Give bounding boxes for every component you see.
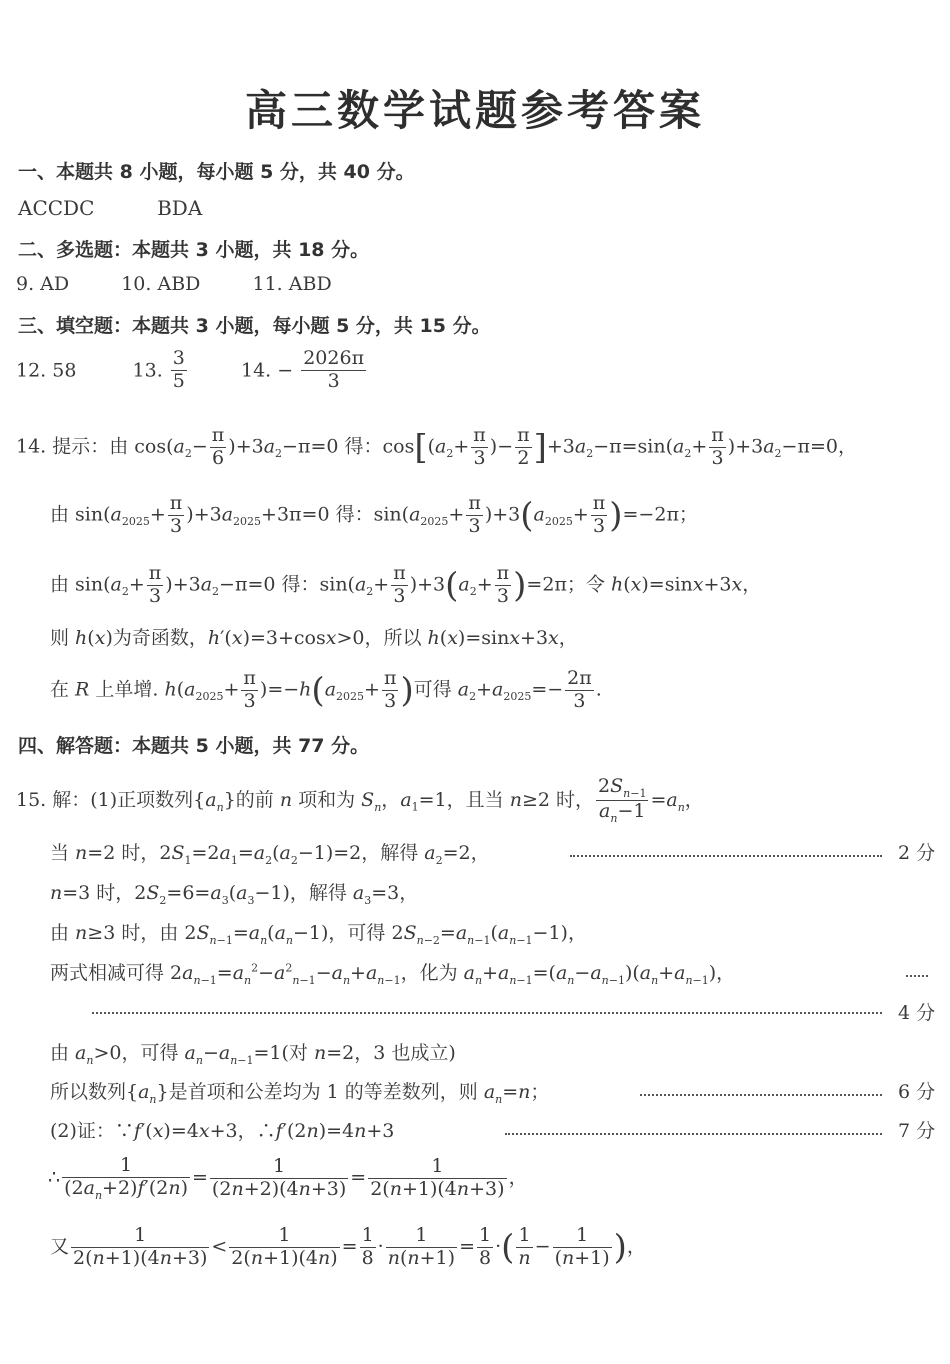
section-heading-1: 一、本题共 8 小题，每小题 5 分，共 40 分。 (18, 161, 415, 183)
q15-line-1: 15. 解：(1)正项数列$\{a_n\}$的前 n 项和为 $S_n$，$a_1=1$，且当 n≥2 时， $\frac{2S_{n-1}}{a_n-1}$ $=a_n$， (16, 775, 704, 826)
answer-9: 9. AD (16, 273, 70, 295)
hint-14-line-4: 则 h(x)为奇函数，h′(x)=3+cosx>0，所以 h(x)=sinx+3x， (50, 627, 578, 649)
dot-leader (906, 975, 928, 977)
q15-line-3: n=3 时，$2S_2=6=a_3(a_3-1)$，解得 $a_3=3$， (50, 882, 419, 907)
page-title: 高三数学试题参考答案 (244, 86, 705, 135)
mc-answers-group-2: BDA (157, 196, 203, 220)
q15-line-9: ∴ $\frac{1}{(2a_n+2)f'(2n)}$ = $\frac{1}{(2n+2)(4n+3)}$ = $\frac{1}{2(n+1)(4n+3)}$ ， (48, 1154, 528, 1202)
section-heading-4: 四、解答题：本题共 5 小题，共 77 分。 (18, 735, 370, 757)
answer-14-label: 14. (240, 359, 272, 382)
score-2: 2 分 (898, 842, 936, 864)
answer-13-label: 13. (132, 359, 163, 382)
score-6: 6 分 (898, 1081, 936, 1103)
section-heading-2: 二、多选题：本题共 3 小题，共 18 分。 (18, 239, 370, 261)
q15-line-5: 两式相减可得 $2a_{n-1}=a_n^2-a^2_{n-1}-a_n+a_{n-1}$，化为 $a_n+a_{n-1}=(a_n-a_{n-1})(a_n+a_{n-1})$， (50, 961, 736, 987)
dot-leader (640, 1094, 882, 1096)
q15-line-6: 由 $a_n>0$，可得 $a_n-a_{n-1}=1$(对 n=2，3 也成立) (50, 1042, 456, 1067)
q15-line-8: (2)证：∵f′(x)=4x+3，∴f′(2n)=4n+3 (50, 1120, 395, 1142)
score-4: 4 分 (898, 1002, 936, 1024)
q15-line-10: 又 $\frac{1}{2(n+1)(4n+3)}$ < $\frac{1}{2(n+1)(4n)}$ = $\frac{1}{8}$ · $\frac{1}{n(n+1)}$ = $\frac{1}{8}$ ·( $\frac{1}{n}$ − $\frac{1}{(n+1)}$ )， (50, 1224, 646, 1269)
multi-answers (16, 273, 332, 295)
q15-line-4: 由 n≥3 时，由 $2S_{n-1}=a_n(a_n-1)$，可得 $2S_{n-2}=a_{n-1}(a_{n-1}-1)$， (50, 922, 587, 947)
answer-12: 12. 58 (16, 359, 77, 382)
q15-line-7: 所以数列$\{a_n\}$是首项和公差均为 1 的等差数列，则 $a_n=n$； (50, 1081, 550, 1106)
dot-leader (505, 1133, 882, 1135)
hint-14-line-1: 14. 提示：由 $\cos(a_2-$ $\frac{\pi}{6}$ )$+3a_2-\pi=0$ 得：$\cos[(a_2+$ $\frac{\pi}{3}$ )− $\frac{\pi}{2}$ ]$+3a_2-\pi=\sin(a_2+$ $\frac{\pi}{3}$ )$+3a_2-\pi=0$， (16, 424, 857, 469)
answer-10: 10. ABD (121, 273, 201, 295)
hint-14-line-5: 在 R 上单增. $h(a_{2025}+$ $\frac{\pi}{3}$ )$=-h(a_{2025}+$ $\frac{\pi}{3}$ )可得 $a_2+a_{2025}=-$ $\frac{2\pi}{3}$ . (50, 667, 602, 712)
dot-leader (570, 855, 882, 857)
score-7: 7 分 (898, 1120, 936, 1142)
answer-13-fraction: $\frac{3}{5}$ (172, 347, 185, 392)
answer-14-fraction: $\frac{2026\pi}{3}$ (303, 347, 365, 392)
answer-14-sign: − (277, 359, 294, 382)
mc-answers (18, 196, 202, 220)
fill-answers (16, 348, 368, 393)
q15-line-2: 当 n=2 时，$2S_1=2a_1=a_2(a_2-1)=2$，解得 $a_2=2$， (50, 842, 490, 867)
dot-leader (92, 1012, 882, 1014)
answer-11: 11. ABD (252, 273, 332, 295)
section-heading-3: 三、填空题：本题共 3 小题，每小题 5 分，共 15 分。 (18, 315, 491, 337)
mc-answers-group-1: ACCDC (18, 196, 95, 220)
hint-14-line-2: 由 $\sin(a_{2025}+$ $\frac{\pi}{3}$ )$+3a_{2025}+3\pi=0$ 得：$\sin(a_{2025}+$ $\frac{\pi}{3}$ )$+3(a_{2025}+$ $\frac{\pi}{3}$ )=−2π； (50, 492, 698, 537)
hint-14-line-3: 由 $\sin(a_2+$ $\frac{\pi}{3}$ )$+3a_2-\pi=0$ 得：$\sin(a_2+$ $\frac{\pi}{3}$ )$+3(a_2+$ $\frac{\pi}{3}$ )=2π；令 h(x)=sinx+3x， (50, 562, 762, 607)
